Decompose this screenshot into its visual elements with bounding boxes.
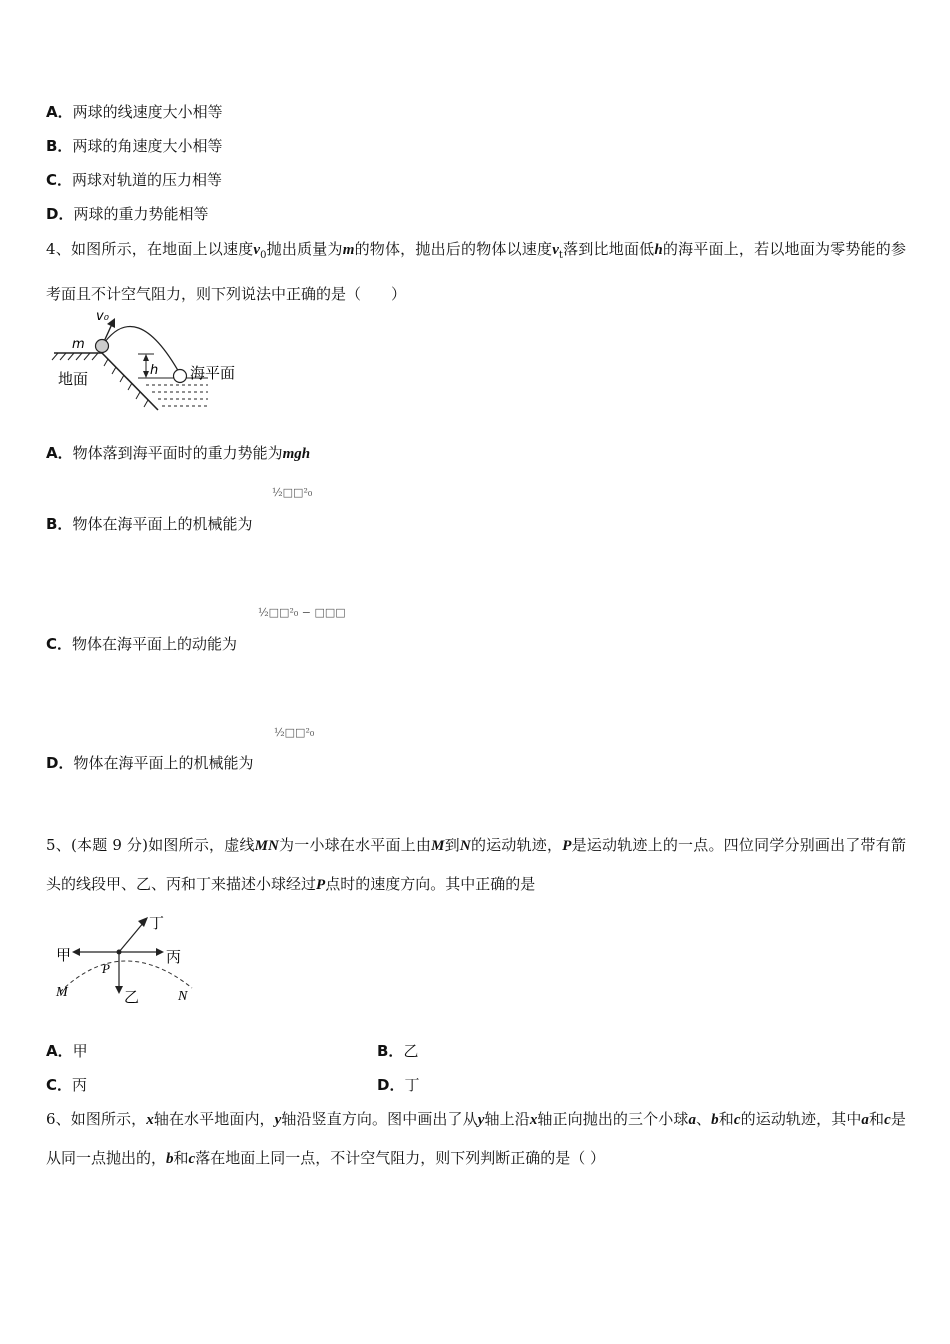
- q3-option-a: [46, 102, 223, 122]
- option-label: A．: [46, 103, 73, 121]
- q4-option-d: D．物体在海平面上的机械能为: [46, 754, 254, 772]
- label-p: P: [102, 961, 110, 976]
- label-n: N: [178, 989, 188, 1004]
- option-text: 两球的角速度大小相等: [72, 137, 223, 155]
- cliff-line: [102, 353, 158, 410]
- q6-stem: 6、如图所示，x轴在水平地面内，y轴沿竖直方向。图中画出了从y轴上沿x轴正向抛出的三个小球a、b和c的运动轨迹，其中a和c是从同一点抛出的，b和c落在地面上同一点，不计空气阻力，则下列判断正确的是（ ）: [46, 1110, 906, 1167]
- q5-option-c: C．丙: [46, 1076, 88, 1094]
- trajectory-curve: [102, 326, 180, 374]
- option-label: D．: [46, 205, 74, 223]
- q3-option-b: [46, 136, 222, 156]
- option-label: B．: [46, 137, 73, 155]
- q4-option-c-expr: ½□□²₀ − □□□: [258, 606, 346, 619]
- label-m: M: [56, 985, 68, 1000]
- option-text: 两球的重力势能相等: [73, 205, 209, 223]
- q4-figure: [46, 306, 246, 416]
- label-jia: 甲: [56, 946, 72, 964]
- q5-option-b: B．乙: [377, 1042, 419, 1060]
- label-ding: 丁: [149, 914, 165, 932]
- h-label: h: [150, 363, 159, 378]
- ball-start: [96, 340, 109, 353]
- q4-option-b: B．物体在海平面上的机械能为: [46, 515, 253, 533]
- option-text: 两球对轨道的压力相等: [72, 171, 223, 189]
- option-text: 两球的线速度大小相等: [72, 103, 223, 121]
- q4-option-c: C．物体在海平面上的动能为: [46, 635, 238, 653]
- ball-end: [174, 370, 187, 383]
- sea-label: 海平面: [190, 364, 236, 382]
- arrow-ding: [119, 922, 144, 952]
- ground-label: 地面: [58, 370, 89, 388]
- q5-stem: 5、(本题 9 分)如图所示，虚线MN为一小球在水平面上由M到N的运动轨迹，P是运动轨迹上的一点。四位同学分别画出了带有箭头的线段甲、乙、丙和丁来描述小球经过P点时的速度方向。其中正确的是: [46, 836, 906, 893]
- label-bing: 丙: [166, 948, 182, 966]
- m-label: m: [72, 337, 85, 352]
- q4-stem: 4、如图所示，在地面上以速度$v_0$抛出质量为m的物体，抛出后的物体以速度$v_t$落到比地面低h的海平面上，若以地面为零势能的参考面且不计空气阻力，则下列说法中正确的是（ ）: [46, 240, 906, 303]
- option-label: C．: [46, 171, 73, 189]
- v0-label: v₀: [96, 309, 109, 324]
- q3-option-d: [46, 204, 208, 224]
- label-yi: 乙: [124, 988, 140, 1006]
- q4-option-d-expr: ½□□²₀: [274, 726, 315, 739]
- q4-option-b-expr: ½□□²₀: [272, 486, 313, 499]
- q5-option-a: A．甲: [46, 1042, 88, 1060]
- q5-option-d: D．丁: [377, 1076, 420, 1094]
- q4-option-a: A．物体落到海平面时的重力势能为mgh: [46, 444, 311, 462]
- q5-figure: [52, 910, 202, 1010]
- q3-option-c: [46, 170, 222, 190]
